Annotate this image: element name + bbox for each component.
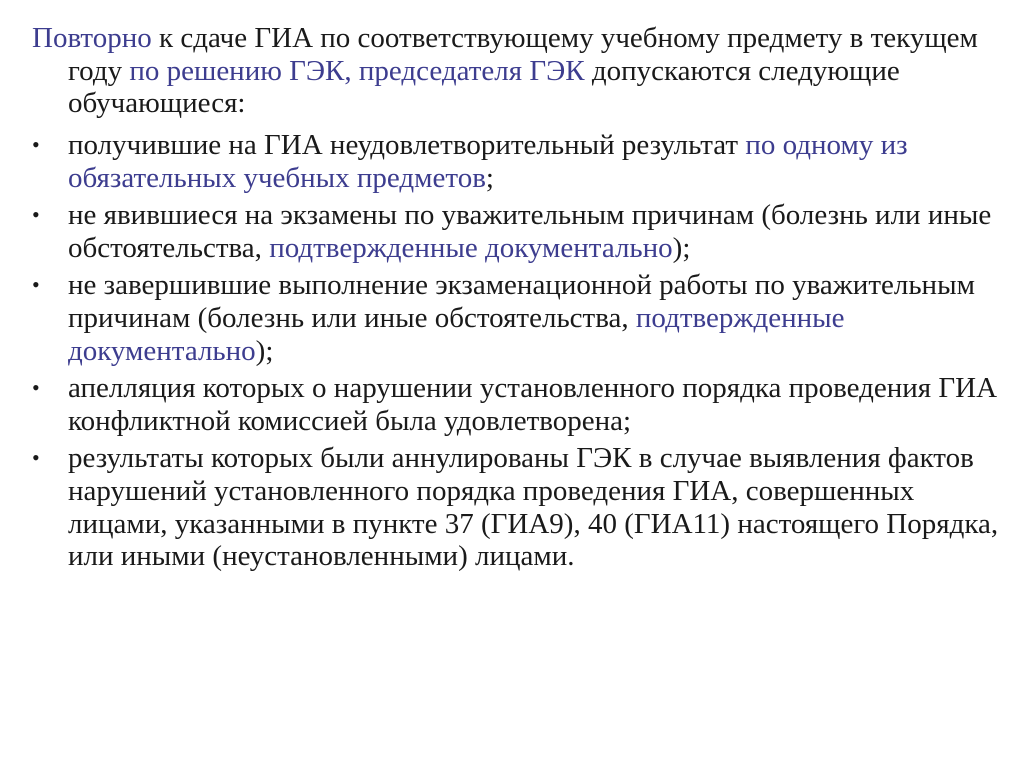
bullet-icon: •: [32, 202, 40, 228]
intro-paragraph: [32, 22, 1024, 120]
item-highlight: подтвержденные документально: [68, 301, 845, 367]
item-highlight: по одному из обязательных учебных предметов: [68, 129, 908, 194]
item-text: апелляция которых о нарушении установленного порядка проведения ГИА конфликтной комиссией была удовлетворена;: [68, 372, 998, 437]
item-highlight: подтвержденные документально: [269, 231, 673, 264]
item-text: получившие на ГИА неудовлетворительный результат: [68, 129, 746, 161]
list-item: [32, 269, 1002, 367]
list-item: [32, 129, 1002, 194]
item-text-end: ;: [485, 161, 494, 194]
item-text: не завершившие выполнение экзаменационной работы по уважительным причинам (болезнь или иные обстоятельства,: [68, 269, 975, 334]
list-item: [32, 372, 1002, 437]
intro-text-part2: допускаются следующие обучающиеся:: [68, 54, 900, 120]
intro-mid-highlight: по решению ГЭК, председателя ГЭК: [129, 54, 585, 87]
intro-lead-highlight: Повторно: [32, 22, 152, 54]
bullet-icon: •: [32, 375, 40, 401]
list-item: [32, 199, 1002, 264]
bullet-icon: •: [32, 132, 40, 157]
intro-text-part1: к сдаче ГИА по соответствующему учебному предмету в текущем году: [68, 22, 978, 87]
bullet-icon: •: [32, 445, 40, 471]
list-item: [32, 442, 1002, 572]
item-text-end: );: [255, 334, 274, 367]
item-text-end: );: [672, 231, 691, 264]
item-text: результаты которых были аннулированы ГЭК в случае выявления фактов нарушений установленного порядка проведения ГИА, совершенных лицами, указанными в пункте 37 (ГИА9), 40 (ГИА11) настоящего Порядка, или иными (неустановленными) лицами.: [68, 442, 999, 573]
bullet-icon: •: [32, 272, 40, 298]
item-text: не явившиеся на экзамены по уважительным причинам (болезнь или иные обстоятельства,: [68, 199, 992, 264]
criteria-list: [32, 129, 1002, 578]
